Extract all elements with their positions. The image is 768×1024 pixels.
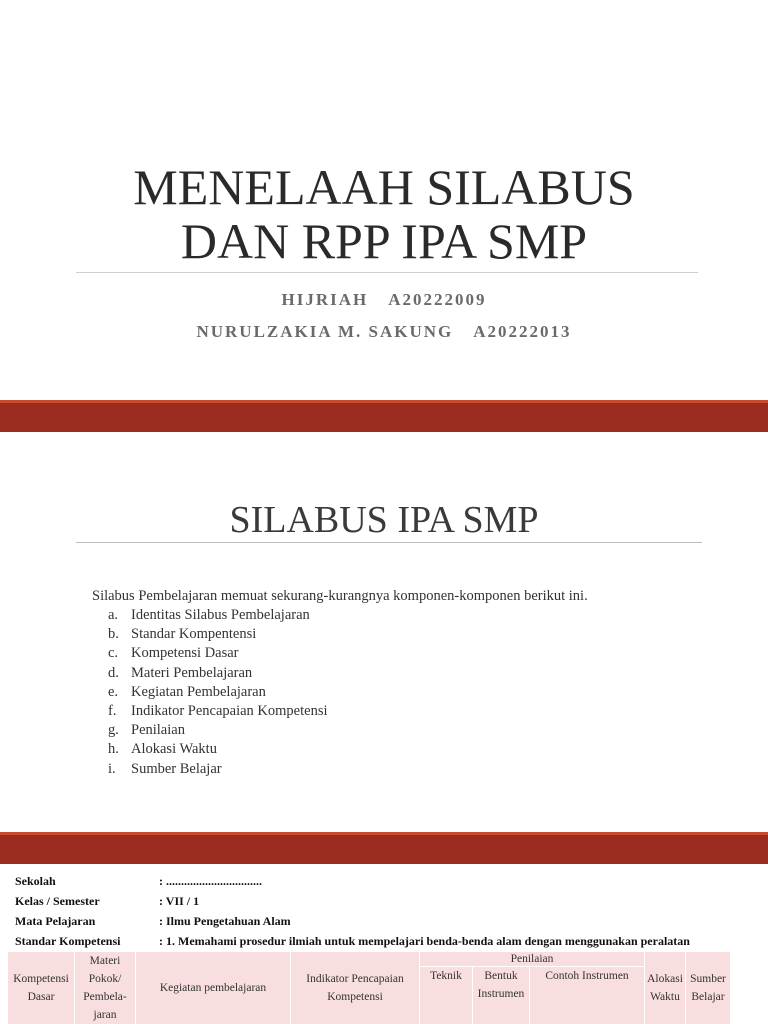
author1-name: HIJRIAH <box>281 290 369 309</box>
identity-row: Mata Pelajaran : Ilmu Pengetahuan Alam <box>15 914 291 928</box>
list-item: e. Kegiatan Pembelajaran <box>108 683 266 700</box>
author-line-2 <box>0 322 768 342</box>
header-kompetensi-dasar: Kompetensi Dasar <box>8 952 75 1024</box>
intro-text: Silabus Pembelajaran memuat sekurang-kurangnya komponen-komponen berikut ini. <box>92 588 588 604</box>
syllabus-slide <box>0 432 768 832</box>
identity-row: Kelas / Semester : VII / 1 <box>15 894 200 908</box>
identity-row: Sekolah : ................................ <box>15 874 262 888</box>
syllabus-table-slide <box>0 864 768 1024</box>
header-teknik: Teknik <box>420 967 473 1024</box>
list-item: f. Indikator Pencapaian Kompetensi <box>108 702 328 719</box>
title-line-1: MENELAAH SILABUS <box>133 159 635 215</box>
title-slide <box>0 0 768 400</box>
list-item: d. Materi Pembelajaran <box>108 664 253 681</box>
header-contoh: Contoh Instrumen <box>530 967 645 1024</box>
identity-row: Standar Kompetensi : 1. Memahami prosedur ilmiah untuk mempelajari benda-benda alam dengan menggunakan peralatan <box>15 934 690 948</box>
header-kegiatan: Kegiatan pembelajaran <box>136 952 291 1024</box>
header-indikator: Indikator Pencapaian Kompetensi <box>291 952 420 1024</box>
author2-name: NURULZAKIA M. SAKUNG <box>196 322 454 341</box>
presentation-title <box>0 160 768 268</box>
list-item: i. Sumber Belajar <box>108 760 222 777</box>
header-materi: Materi Pokok/ Pembela- jaran <box>75 952 136 1024</box>
header-alokasi: Alokasi Waktu <box>645 952 686 1024</box>
list-item: c. Kompetensi Dasar <box>108 645 239 662</box>
header-sumber: Sumber Belajar <box>686 952 731 1024</box>
title-divider <box>76 272 698 273</box>
list-item: a. Identitas Silabus Pembelajaran <box>108 607 310 623</box>
title-line-2: DAN RPP IPA SMP <box>180 213 588 269</box>
header-penilaian: Penilaian <box>420 952 645 967</box>
author1-id: A20222009 <box>388 290 487 309</box>
list-item: h. Alokasi Waktu <box>108 741 217 758</box>
list-item: g. Penilaian <box>108 722 185 739</box>
slide-separator-band <box>0 832 768 864</box>
slide-title: SILABUS IPA SMP <box>229 499 539 541</box>
component-list <box>108 606 328 779</box>
slide-separator-band <box>0 400 768 432</box>
author-line-1 <box>0 290 768 310</box>
header-bentuk: Bentuk Instrumen <box>473 967 530 1024</box>
syllabus-table <box>7 951 731 1024</box>
author2-id: A20222013 <box>473 322 572 341</box>
list-item: b. Standar Kompentensi <box>108 626 257 643</box>
title-divider <box>76 542 702 543</box>
